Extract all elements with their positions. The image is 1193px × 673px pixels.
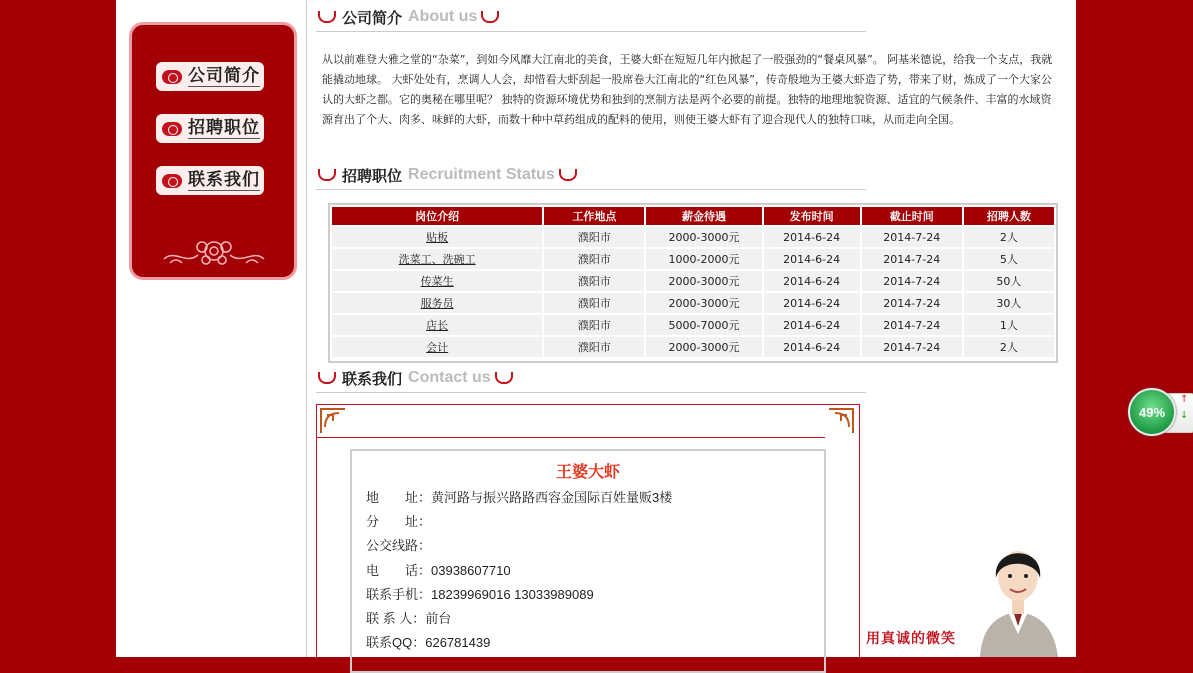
job-title-cell [332,249,542,269]
sidebar-item-label: 公司简介 [188,65,260,86]
section-title-en: Contact us [408,369,491,386]
slogan-text: 用真诚的微笑 [866,631,956,647]
arrow-down-icon: ↓ [1180,410,1189,421]
table-cell: 1人 [964,315,1054,335]
section-title-en: About us [408,8,478,25]
table-cell: 2014-6-24 [764,271,860,291]
table-cell: 2000-3000元 [646,227,761,247]
section-title-cn: 公司简介 [342,8,403,27]
column-header: 工作地点 [544,207,644,225]
swirl-icon [481,11,499,23]
contact-mobile [366,584,594,603]
contact-value: 626781439 [425,635,491,650]
job-title-cell [332,271,542,291]
floating-speed-widget[interactable] [1128,388,1193,434]
table-cell: 30人 [964,293,1054,313]
job-title-link[interactable]: 贴板 [426,231,449,244]
contact-label: 联 系 人： [366,611,426,626]
contact-qq [366,632,490,651]
table-cell: 濮阳市 [544,249,644,269]
table-cell: 濮阳市 [544,337,644,357]
job-title-link[interactable]: 会计 [426,341,449,354]
table-cell: 1000-2000元 [646,249,761,269]
contact-bus [366,535,431,554]
receptionist-image [970,534,1066,657]
table-row [332,249,1054,269]
table-cell: 濮阳市 [544,293,644,313]
table-cell: 2000-3000元 [646,293,761,313]
table-cell: 2人 [964,227,1054,247]
table-cell: 50人 [964,271,1054,291]
contact-address [366,487,672,506]
table-cell: 2014-7-24 [862,271,962,291]
contact-value: 前台 [425,611,452,626]
swirl-icon [162,122,182,136]
corner-ornament-icon [827,407,855,435]
sidebar-nav [129,22,297,280]
swirl-icon [162,70,182,84]
contact-value: 03938607710 [431,563,511,578]
job-title-cell [332,337,542,357]
contact-person [366,608,451,627]
job-title-cell [332,315,542,335]
contact-label: 公交线路： [366,538,432,553]
table-cell: 2014-7-24 [862,227,962,247]
job-title-link[interactable]: 传菜生 [420,275,454,288]
swirl-icon [559,169,577,181]
table-cell: 2014-6-24 [764,293,860,313]
contact-label: 地 址： [366,490,432,505]
column-header: 岗位介绍 [332,207,542,225]
table-cell: 2014-6-24 [764,249,860,269]
section-title-en: Recruitment Status [408,166,555,183]
table-row [332,271,1054,291]
floral-ornament-icon [160,235,268,269]
contact-phone [366,560,511,579]
table-cell: 5人 [964,249,1054,269]
table-cell: 5000-7000元 [646,315,761,335]
contact-branch [366,511,431,530]
table-cell: 2014-6-24 [764,315,860,335]
section-title-about [316,3,866,32]
sidebar-item-jobs[interactable] [156,114,264,143]
contact-frame-top [317,404,859,439]
contact-value: 18239969016 13033989089 [431,587,594,602]
table-cell: 2014-6-24 [764,337,860,357]
contact-label: 分 址： [366,514,432,529]
job-title-cell [332,227,542,247]
section-title-cn: 招聘职位 [342,166,403,185]
swirl-icon [318,372,336,384]
job-title-link[interactable]: 服务员 [420,297,454,310]
table-row [332,337,1054,357]
sidebar-item-label: 联系我们 [188,169,260,190]
column-header: 截止时间 [862,207,962,225]
sidebar-item-contact[interactable] [156,166,264,195]
swirl-icon [318,11,336,23]
contact-value: 黄河路与振兴路路西容金国际百姓量贩3楼 [431,490,673,505]
jobs-table-container [328,203,1058,363]
table-cell: 2000-3000元 [646,337,761,357]
swirl-icon [162,174,182,188]
page-container [116,0,1076,657]
column-divider [306,0,307,657]
table-row [332,227,1054,247]
swirl-icon [318,169,336,181]
job-title-link[interactable]: 店长 [426,319,449,332]
contact-frame [316,404,860,657]
job-title-cell [332,293,542,313]
table-cell: 濮阳市 [544,315,644,335]
table-cell: 2014-7-24 [862,337,962,357]
table-cell: 2014-7-24 [862,293,962,313]
shop-name: 王婆大虾 [555,462,620,481]
table-cell: 濮阳市 [544,271,644,291]
column-header: 薪金待遇 [646,207,761,225]
contact-label: 联系手机： [366,587,432,602]
frame-line [317,437,825,438]
contact-label: 联系QQ： [366,635,426,650]
contact-card [350,449,826,673]
job-title-link[interactable]: 洗菜工、洗碗工 [398,253,476,266]
sidebar-item-label: 招聘职位 [188,117,260,138]
section-title-contact [316,364,866,393]
column-header: 招聘人数 [964,207,1054,225]
contact-label: 电 话： [366,563,432,578]
percent-badge[interactable]: 49% [1128,388,1176,436]
table-cell: 2000-3000元 [646,271,761,291]
table-cell: 2014-6-24 [764,227,860,247]
table-cell: 2014-7-24 [862,315,962,335]
section-title-jobs [316,161,866,190]
table-row [332,293,1054,313]
table-header-row [332,207,1054,225]
table-row [332,315,1054,335]
sidebar-item-about[interactable] [156,62,264,91]
swirl-icon [495,372,513,384]
table-cell: 2014-7-24 [862,249,962,269]
table-cell: 濮阳市 [544,227,644,247]
about-text: 从以前难登大雅之堂的“杂菜”，到如今风靡大江南北的美食，王婆大虾在短短几年内掀起了一股强劲的“餐桌风暴”。 阿基米德说，给我一个支点，我就能撬动地球。 大虾处处有，烹调人人会，却惜看大虾刮起一股席卷大江南北的“红色风暴”，传奇般地为王婆大虾造了势，带来了财，炼成了一个大家公认的大虾之都。它的奥秘在哪里呢？ 独特的资源环境优势和独到的烹制方法是两个必要的前提。独特的地理地貌资源、适宜的气候条件、丰富的水域资源育出了个大、肉多、味鲜的大虾，而数十种中草药组成的配料的使用，则使王婆大虾有了迎合现代人的独特口味，从而走向全国。 [322,53,1053,126]
arrow-up-icon: ↑ [1180,394,1189,405]
jobs-table [330,205,1056,359]
corner-ornament-icon [319,407,347,435]
column-header: 发布时间 [764,207,860,225]
section-title-cn: 联系我们 [342,369,403,388]
table-cell: 2人 [964,337,1054,357]
